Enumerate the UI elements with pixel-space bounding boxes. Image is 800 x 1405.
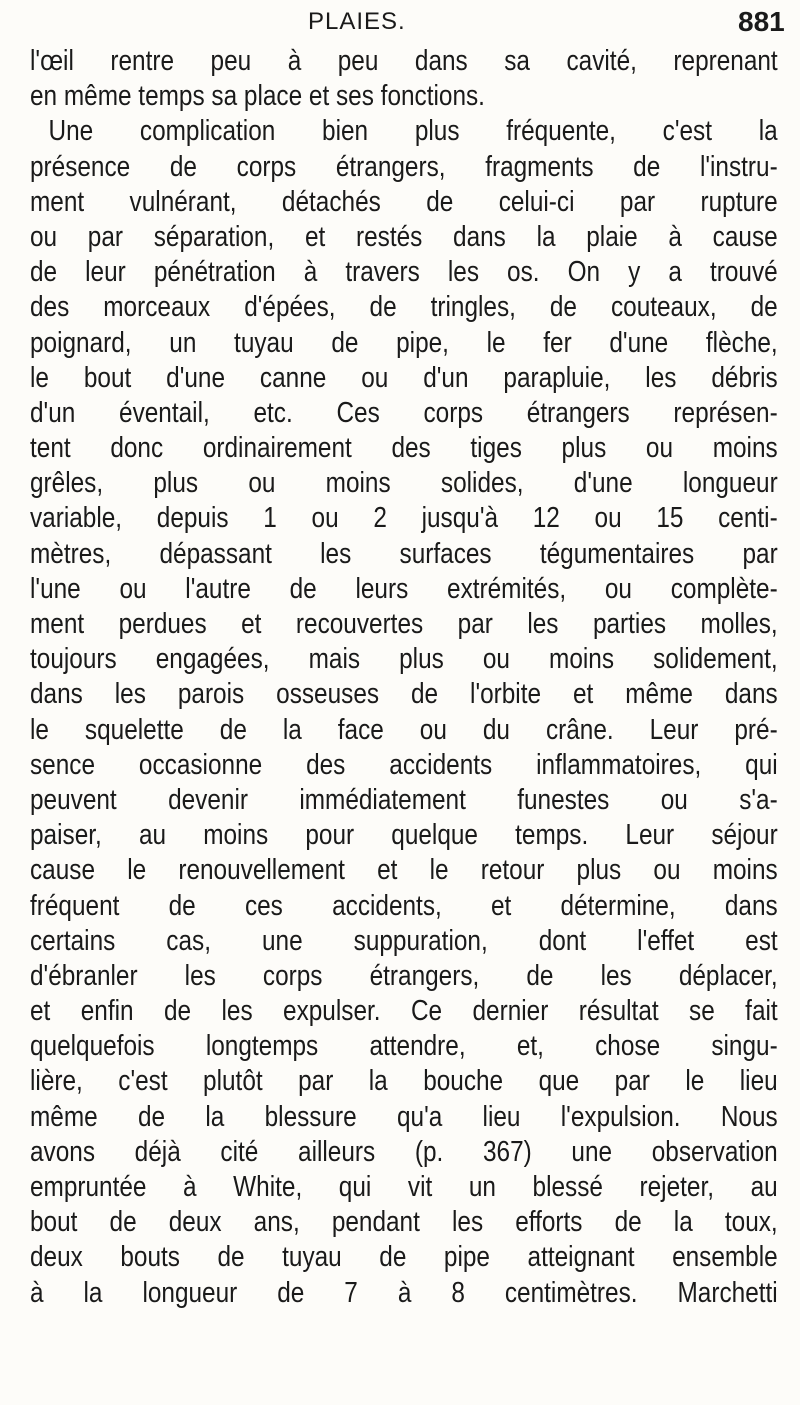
text-line: poignard, un tuyau de pipe, le fer d'une flèche, <box>30 326 778 359</box>
text-line: variable, depuis 1 ou 2 jusqu'à 12 ou 15 centi- <box>30 502 778 535</box>
text-line: ment vulnérant, détachés de celui-ci par rupture <box>30 185 778 218</box>
text-line: ment perdues et recouvertes par les parties molles, <box>30 608 778 640</box>
text-line: le squelette de la face ou du crâne. Leur pré- <box>30 713 778 746</box>
text-line: tent donc ordinairement des tiges plus ou moins <box>30 432 778 465</box>
text-line: ou par séparation, et restés dans la plaie à cause <box>30 220 778 253</box>
text-line: de leur pénétration à travers les os. On y a trouvé <box>30 256 778 289</box>
text-line: quelquefois longtemps attendre, et, chose singu- <box>30 1030 778 1063</box>
page-number: 881 <box>738 6 785 37</box>
text-line: des morceaux d'épées, de tringles, de couteaux, de <box>30 291 778 324</box>
text-line: mètres, dépassant les surfaces tégumentaires par <box>30 537 778 570</box>
text-line: l'une ou l'autre de leurs extrémités, ou complète- <box>30 572 778 605</box>
running-title: PLAIES. <box>308 8 406 35</box>
running-head <box>0 6 800 46</box>
text-line: certains cas, une suppuration, dont l'effet est <box>30 924 778 957</box>
text-line: l'œil rentre peu à peu dans sa cavité, reprenant <box>30 45 778 77</box>
text-line: sence occasionne des accidents inflammatoires, qui <box>30 748 778 781</box>
text-line: bout de deux ans, pendant les efforts de la toux, <box>30 1206 778 1239</box>
text-line: deux bouts de tuyau de pipe atteignant ensemble <box>30 1241 778 1274</box>
text-line: d'un éventail, etc. Ces corps étrangers représen- <box>30 396 778 429</box>
text-line: toujours engagées, mais plus ou moins solidement, <box>30 643 778 676</box>
text-line: empruntée à White, qui vit un blessé rejeter, au <box>30 1171 778 1203</box>
text-line: cause le renouvellement et le retour plus ou moins <box>30 854 778 887</box>
text-line: présence de corps étrangers, fragments de l'instru- <box>30 150 778 183</box>
text-line: avons déjà cité ailleurs (p. 367) une observation <box>30 1135 778 1168</box>
text-line: Une complication bien plus fréquente, c'est la <box>48 115 778 148</box>
text-line: d'ébranler les corps étrangers, de les déplacer, <box>30 959 778 992</box>
text-line: paiser, au moins pour quelque temps. Leur séjour <box>30 819 778 852</box>
text-line: fréquent de ces accidents, et détermine, dans <box>30 889 778 922</box>
text-line: et enfin de les expulser. Ce dernier résultat se fait <box>30 995 778 1028</box>
text-line: à la longueur de 7 à 8 centimètres. Marchetti <box>30 1276 778 1309</box>
text-line: grêles, plus ou moins solides, d'une longueur <box>30 467 778 500</box>
text-line: peuvent devenir immédiatement funestes ou s'a- <box>30 783 778 816</box>
body-text <box>30 44 778 1311</box>
text-line: en même temps sa place et ses fonctions. <box>30 80 485 113</box>
text-line: le bout d'une canne ou d'un parapluie, les débris <box>30 361 778 394</box>
text-line: même de la blessure qu'a lieu l'expulsion. Nous <box>30 1100 778 1133</box>
text-line: lière, c'est plutôt par la bouche que par le lieu <box>30 1065 778 1098</box>
text-line: dans les parois osseuses de l'orbite et même dans <box>30 678 778 711</box>
